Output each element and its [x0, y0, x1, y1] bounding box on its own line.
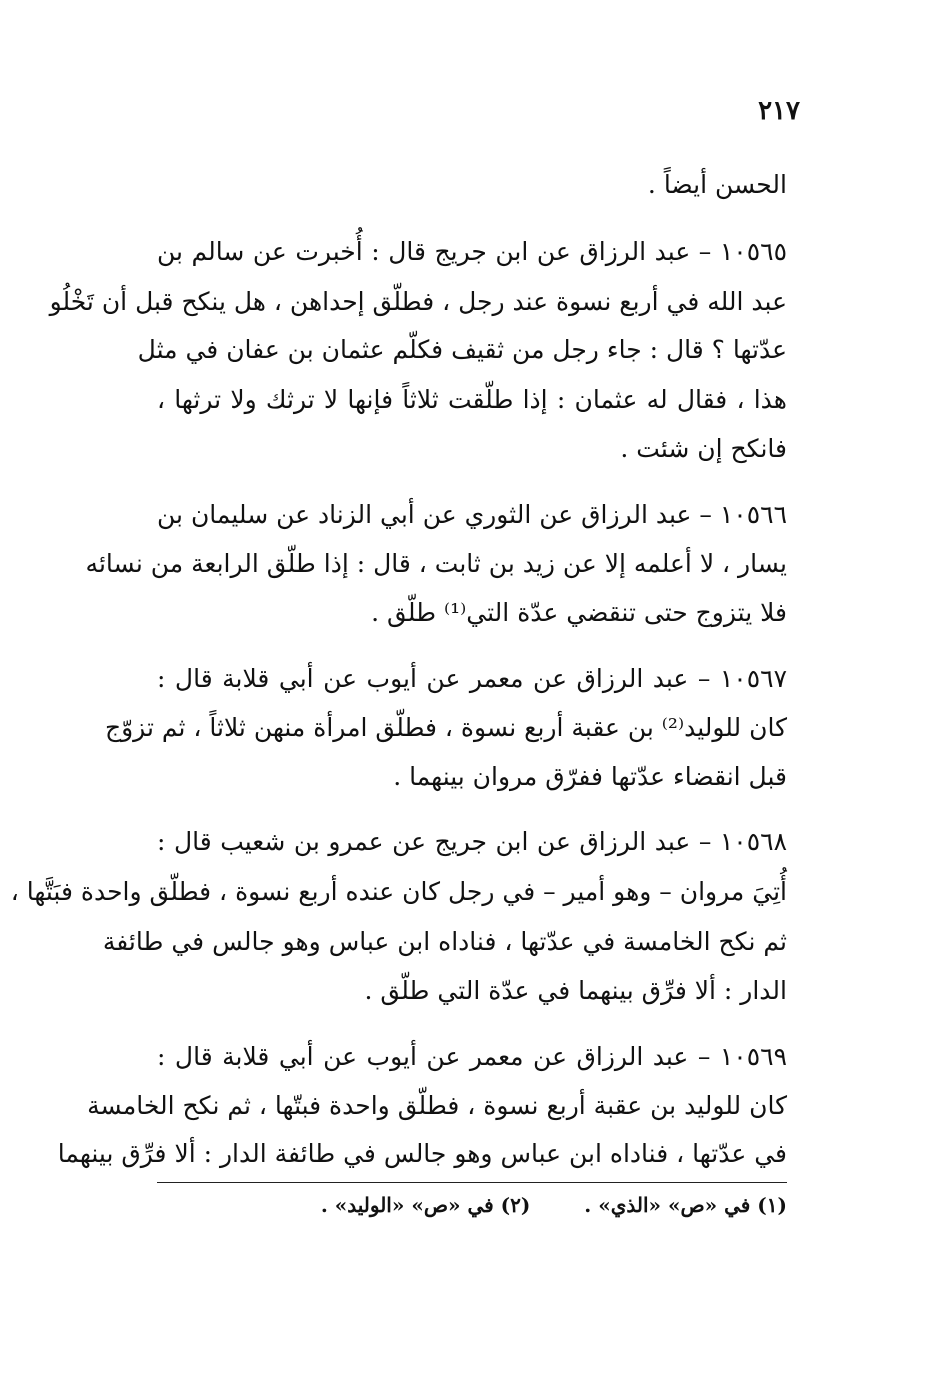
footnote-divider [157, 1182, 787, 1183]
text-line: فانكح إن شئت . [620, 434, 787, 463]
text-line: فلا يتزوج حتى تنقضي عدّة التي⁽¹⁾ طلّق . [371, 598, 787, 627]
text-line: ١٠٥٦٧ – عبد الرزاق عن معمر عن أيوب عن أبي قلابة قال : [157, 664, 787, 693]
text-line: الحسن أيضاً . [647, 170, 787, 199]
text-line: في عدّتها ، فناداه ابن عباس وهو جالس في طائفة الدار : ألا فرِّق بينهما [57, 1139, 787, 1168]
footnote-2: (٢) في «ص» «الوليد» . [320, 1193, 531, 1217]
text-line: ١٠٥٦٨ – عبد الرزاق عن ابن جريج عن عمرو بن شعيب قال : [157, 827, 787, 856]
footnote-1: (١) في «ص» «الذي» . [584, 1193, 787, 1217]
page-number: ٢١٧ [758, 96, 800, 126]
text-line: عدّتها ؟ قال : جاء رجل من ثقيف فكلّم عثمان بن عفان في مثل [137, 335, 787, 364]
text-line: ١٠٥٦٩ – عبد الرزاق عن معمر عن أيوب عن أبي قلابة قال : [157, 1042, 787, 1071]
text-line: أُتِيَ مروان – وهو أمير – في رجل كان عنده أربع نسوة ، فطلّق واحدة فبَتَّها ، [10, 877, 787, 906]
text-line: عبد الله في أربع نسوة عند رجل ، فطلّق إحداهن ، هل ينكح قبل أن تَخْلُو [49, 287, 787, 316]
text-line: يسار ، لا أعلمه إلا عن زيد بن ثابت ، قال : إذا طلّق الرابعة من نسائه [85, 549, 787, 578]
text-line: هذا ، فقال له عثمان : إذا طلّقت ثلاثاً فإنها لا ترثك ولا ترثها ، [157, 385, 787, 414]
text-line: قبل انقضاء عدّتها ففرّق مروان بينهما . [393, 762, 787, 791]
footnotes [157, 1188, 787, 1222]
text-line: الدار : ألا فرِّق بينهما في عدّة التي طلّق . [364, 976, 787, 1005]
text-line: ١٠٥٦٦ – عبد الرزاق عن الثوري عن أبي الزناد عن سليمان بن [157, 500, 787, 529]
text-line: كان للوليد بن عقبة أربع نسوة ، فطلّق واحدة فبتّها ، ثم نكح الخامسة [87, 1091, 787, 1120]
text-line: ١٠٥٦٥ – عبد الرزاق عن ابن جريج قال : أُخبرت عن سالم بن [157, 237, 787, 266]
text-line: كان للوليد⁽²⁾ بن عقبة أربع نسوة ، فطلّق امرأة منهن ثلاثاً ، ثم تزوّج [104, 713, 787, 742]
text-line: ثم نكح الخامسة في عدّتها ، فناداه ابن عباس وهو جالس في طائفة [102, 927, 787, 956]
